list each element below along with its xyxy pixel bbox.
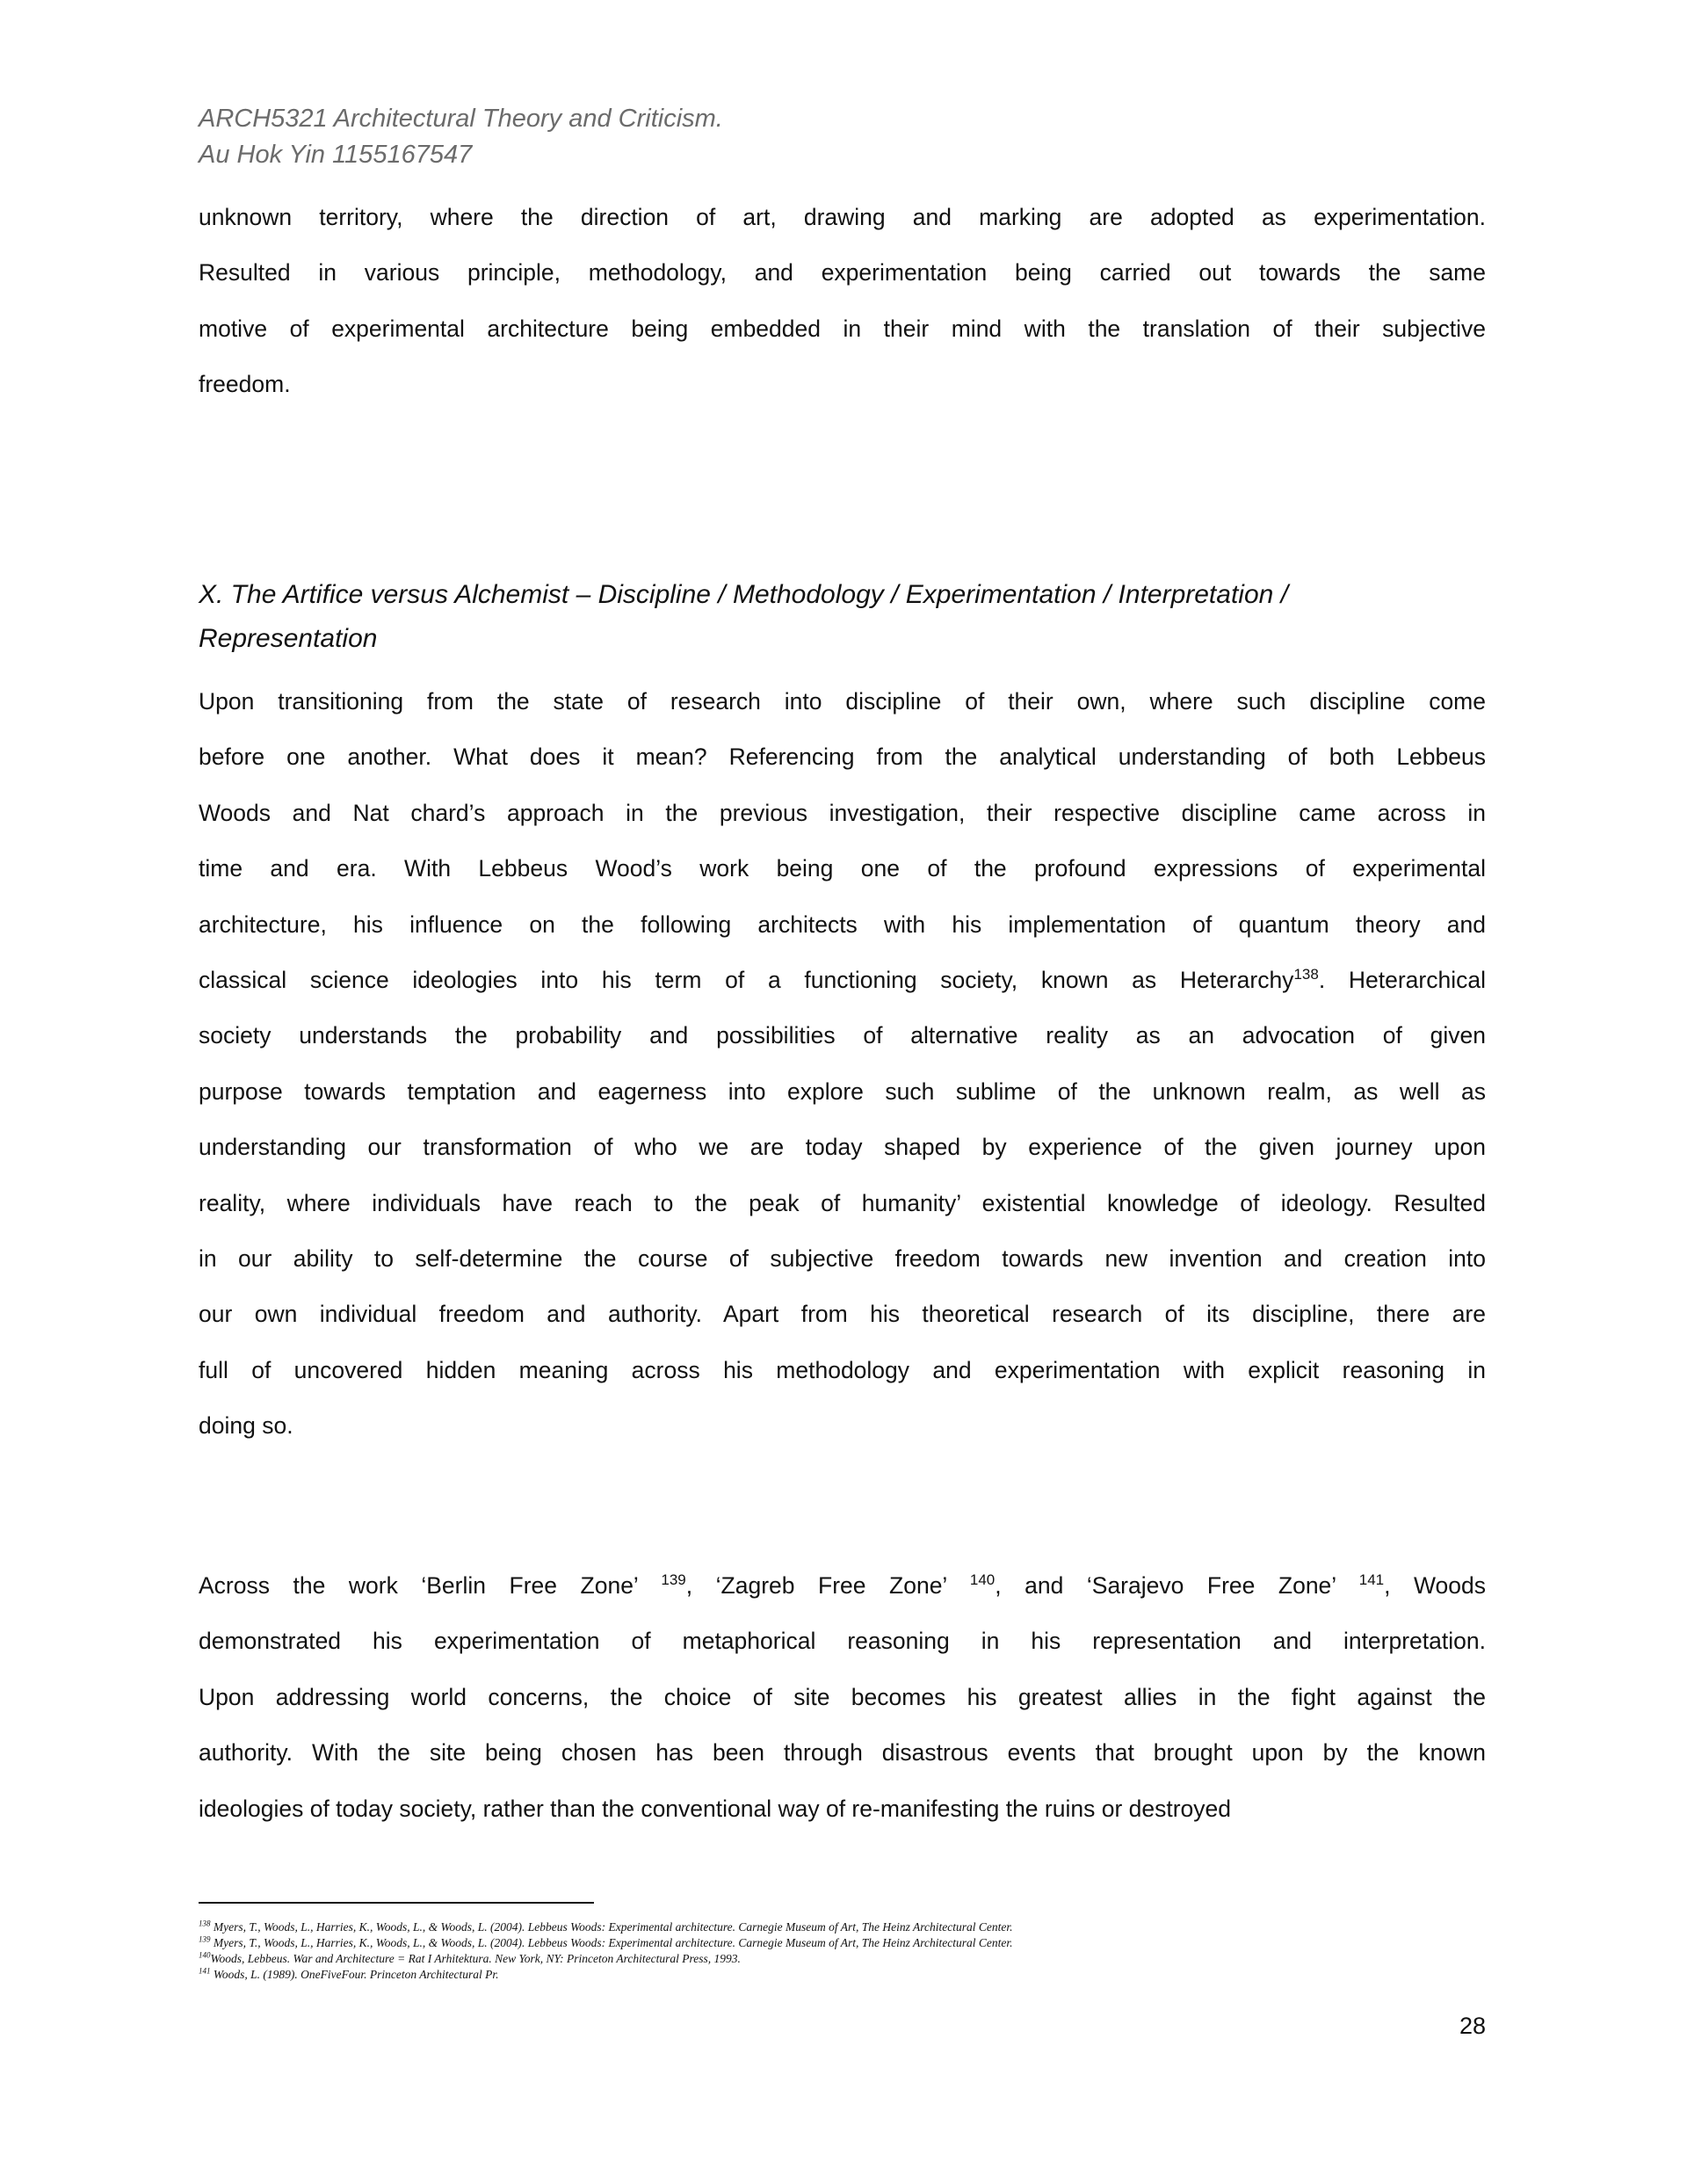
- section-heading: [199, 573, 1499, 661]
- footnote-140: [199, 1951, 1012, 1967]
- text-segment: in our ability to self-determine the course of subjective freedom towards new invention and creation into: [199, 1244, 1486, 1272]
- text-line: [199, 1064, 1486, 1120]
- footnote-reference: 141: [1358, 1571, 1385, 1589]
- text-segment: , Woods: [1384, 1572, 1486, 1599]
- text-segment: ideologies of today society, rather than the conventional way of re-manifesting the ruins or destroyed: [199, 1795, 1232, 1822]
- text-line: [199, 190, 1486, 245]
- footnote-reference: 138: [1293, 966, 1319, 983]
- text-segment: Across the work ‘Berlin Free Zone’: [199, 1572, 662, 1599]
- text-line: [199, 357, 1486, 412]
- footnote-number: 139: [199, 1934, 211, 1944]
- text-line: [199, 1176, 1486, 1231]
- text-line: [199, 1558, 1486, 1614]
- page-number: 28: [1459, 2013, 1486, 2039]
- header-course: ARCH5321 Architectural Theory and Criticism.: [199, 105, 723, 133]
- text-segment: architecture, his influence on the following architects with his implementation of quantum theory and: [199, 911, 1486, 938]
- text-line: [199, 1781, 1486, 1837]
- paragraph-1: [199, 190, 1486, 413]
- text-line: [199, 301, 1486, 357]
- footnote-number: 138: [199, 1919, 211, 1928]
- paragraph-3: [199, 1558, 1486, 1837]
- text-line: [199, 1614, 1486, 1669]
- text-segment: our own individual freedom and authority. Apart from his theoretical research of its discipline, there are: [199, 1301, 1486, 1328]
- text-segment: freedom.: [199, 371, 291, 398]
- text-line: [199, 674, 1486, 729]
- text-segment: unknown territory, where the direction of art, drawing and marking are adopted as experimentation.: [199, 204, 1486, 230]
- text-line: [199, 953, 1486, 1008]
- section-heading-line-2: Representation: [199, 624, 378, 653]
- text-line: [199, 1120, 1486, 1175]
- footnote-text: Woods, Lebbeus. War and Architecture = Rat I Arhitektura. New York, NY: Princeton Architectural Press, 1993.: [210, 1952, 741, 1965]
- text-segment: motive of experimental architecture being embedded in their mind with the translation of their subjective: [199, 315, 1486, 342]
- text-line: [199, 1008, 1486, 1063]
- footnote-text: Woods, L. (1989). OneFiveFour. Princeton Architectural Pr.: [210, 1968, 499, 1981]
- text-line: [199, 1343, 1486, 1398]
- text-line: [199, 729, 1486, 785]
- text-segment: before one another. What does it mean? Referencing from the analytical understanding of both Lebbeus: [199, 744, 1486, 771]
- text-segment: authority. With the site being chosen has been through disastrous events that brought upon by the known: [199, 1739, 1486, 1767]
- text-segment: Resulted in various principle, methodology, and experimentation being carried out towards the same: [199, 259, 1486, 287]
- footnote-reference: 139: [661, 1571, 686, 1589]
- footnote-reference: 140: [969, 1571, 996, 1589]
- footnote-number: 141: [199, 1966, 211, 1976]
- text-segment: time and era. With Lebbeus Wood’s work being one of the profound expressions of experimental: [199, 855, 1486, 882]
- header-author: Au Hok Yin 1155167547: [199, 141, 473, 169]
- text-segment: classical science ideologies into his term of a functioning society, known as Heterarchy: [199, 966, 1294, 993]
- footnote-141: [199, 1967, 1012, 1983]
- footnote-separator: [199, 1902, 594, 1904]
- text-segment: , ‘Zagreb Free Zone’: [685, 1572, 970, 1599]
- footnote-138: [199, 1919, 1012, 1935]
- text-line: [199, 1398, 1486, 1454]
- footnote-139: [199, 1935, 1012, 1951]
- footnotes: [199, 1919, 1012, 1983]
- text-line: [199, 841, 1486, 896]
- text-segment: Upon addressing world concerns, the choice of site becomes his greatest allies in the fight against the: [199, 1683, 1486, 1710]
- text-segment: society understands the probability and possibilities of alternative reality as an advocation of given: [199, 1022, 1486, 1049]
- footnote-text: Myers, T., Woods, L., Harries, K., Woods, L., & Woods, L. (2004). Lebbeus Woods: Experimental architecture. Carnegie Museum of Art, The Heinz Architectural Center.: [210, 1920, 1013, 1934]
- text-segment: reality, where individuals have reach to the peak of humanity’ existential knowledge of ideology. Resulted: [199, 1189, 1486, 1216]
- text-line: [199, 1670, 1486, 1725]
- text-line: [199, 1231, 1486, 1287]
- text-line: [199, 786, 1486, 841]
- text-line: [199, 1287, 1486, 1342]
- text-line: [199, 1725, 1486, 1781]
- paragraph-2: [199, 674, 1486, 1454]
- text-segment: full of uncovered hidden meaning across his methodology and experimentation with explicit reasoning in: [199, 1356, 1486, 1383]
- text-segment: Upon transitioning from the state of research into discipline of their own, where such discipline come: [199, 688, 1486, 715]
- text-segment: , and ‘Sarajevo Free Zone’: [995, 1572, 1359, 1599]
- text-line: [199, 897, 1486, 953]
- text-segment: demonstrated his experimentation of metaphorical reasoning in his representation and interpretation.: [199, 1628, 1486, 1655]
- text-segment: doing so.: [199, 1412, 293, 1440]
- footnote-text: Myers, T., Woods, L., Harries, K., Woods, L., & Woods, L. (2004). Lebbeus Woods: Experimental architecture. Carnegie Museum of Art, The Heinz Architectural Center.: [210, 1936, 1013, 1949]
- text-line: [199, 245, 1486, 301]
- text-segment: Woods and Nat chard’s approach in the previous investigation, their respective discipline came across in: [199, 799, 1486, 826]
- footnote-number: 140: [199, 1950, 211, 1960]
- text-segment: purpose towards temptation and eagerness into explore such sublime of the unknown realm, as well as: [199, 1077, 1486, 1105]
- text-segment: . Heterarchical: [1318, 966, 1486, 993]
- text-segment: understanding our transformation of who we are today shaped by experience of the given journey upon: [199, 1134, 1486, 1161]
- section-heading-line-1: X. The Artifice versus Alchemist – Discipline / Methodology / Experimentation / Interpretation /: [199, 580, 1288, 609]
